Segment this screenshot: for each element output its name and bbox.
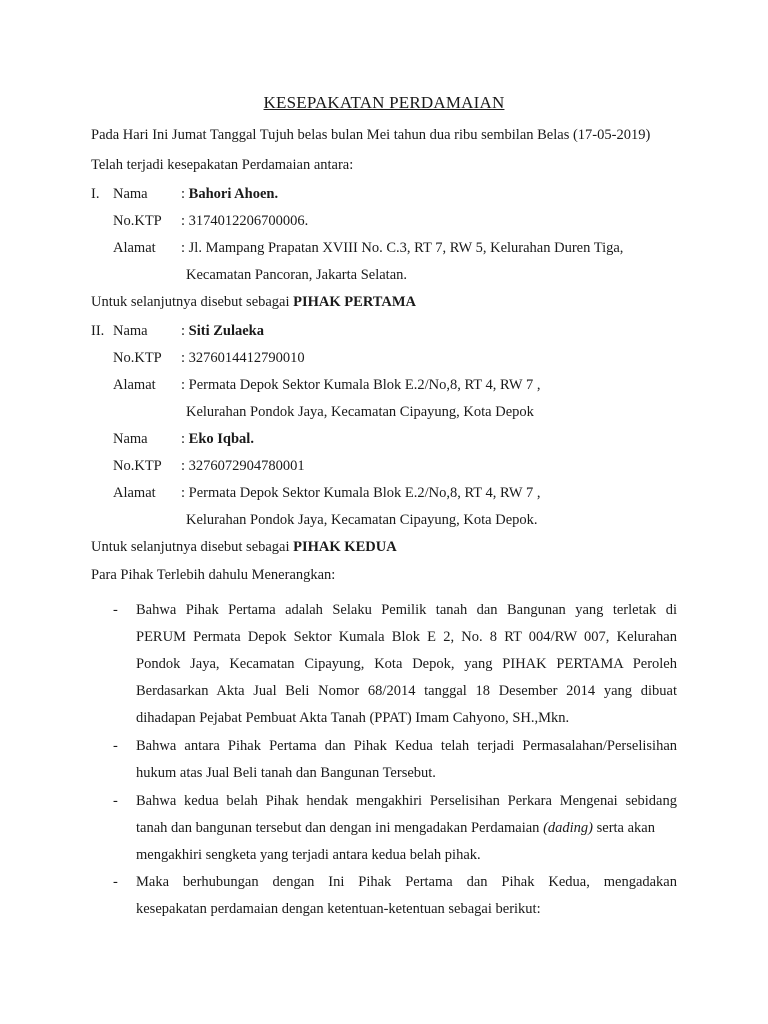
bullet-marker: -: [113, 793, 118, 809]
bullet-marker: -: [113, 874, 118, 890]
party2-p2-name-label: Nama: [113, 431, 148, 447]
party2-p1-name-label: Nama: [113, 323, 148, 339]
bullet4-line2: kesepakatan perdamaian dengan ketentuan-ketentuan sebagai berikut:: [136, 901, 541, 917]
bullet3-line3: mengakhiri sengketa yang terjadi antara kedua belah pihak.: [136, 847, 481, 863]
bullet2-line2: hukum atas Jual Beli tanah dan Bangunan Tersebut.: [136, 765, 436, 781]
bullet1-line5: dihadapan Pejabat Pembuat Akta Tanah (PPAT) Imam Cahyono, SH.,Mkn.: [136, 710, 570, 726]
party2-p1-ktp-label: No.KTP: [113, 350, 162, 366]
bullet1-line3: Pondok Jaya, Kecamatan Cipayung, Kota Depok, yang PIHAK PERTAMA Peroleh: [136, 656, 677, 672]
party2-p2-name: : Eko Iqbal.: [181, 431, 254, 447]
bullet3-line2: tanah dan bangunan tersebut dan dengan ini mengadakan Perdamaian (dading) serta akan: [136, 820, 655, 836]
party1-address-line2: Kecamatan Pancoran, Jakarta Selatan.: [186, 267, 408, 283]
bullet3-line1: Bahwa kedua belah Pihak hendak mengakhiri Perselisihan Perkara Mengenai sebidang: [136, 793, 677, 809]
party2-p1-address-line2: Kelurahan Pondok Jaya, Kecamatan Cipayung, Kota Depok: [186, 404, 534, 420]
party1-address-line1: : Jl. Mampang Prapatan XVIII No. C.3, RT 7, RW 5, Kelurahan Duren Tiga,: [181, 240, 624, 256]
party2-number: II.: [91, 323, 105, 339]
party1-name-label: Nama: [113, 186, 148, 202]
explain-heading: Para Pihak Terlebih dahulu Menerangkan:: [91, 567, 336, 583]
party2-p2-ktp-label: No.KTP: [113, 458, 162, 474]
bullet1-line1: Bahwa Pihak Pertama adalah Selaku Pemilik tanah dan Bangunan yang terletak di: [136, 602, 677, 618]
party2-p1-address-line1: : Permata Depok Sektor Kumala Blok E.2/No,8, RT 4, RW 7 ,: [181, 377, 541, 393]
party1-address-label: Alamat: [113, 240, 156, 256]
party1-name: : Bahori Ahoen.: [181, 186, 279, 202]
bullet-marker: -: [113, 602, 118, 618]
party2-p2-address-label: Alamat: [113, 485, 156, 501]
party2-p1-address-label: Alamat: [113, 377, 156, 393]
intro-statement: Telah terjadi kesepakatan Perdamaian antara:: [91, 157, 354, 173]
party1-ktp: : 3174012206700006.: [181, 213, 309, 229]
party1-ktp-label: No.KTP: [113, 213, 162, 229]
opening-statement: Pada Hari Ini Jumat Tanggal Tujuh belas bulan Mei tahun dua ribu sembilan Belas (17-05-2019): [91, 127, 651, 143]
bullet-marker: -: [113, 738, 118, 754]
party2-p1-name: : Siti Zulaeka: [181, 323, 264, 339]
party1-designation: Untuk selanjutnya disebut sebagai PIHAK PERTAMA: [91, 294, 417, 310]
party2-p2-ktp: : 3276072904780001: [181, 458, 305, 474]
party2-designation: Untuk selanjutnya disebut sebagai PIHAK KEDUA: [91, 539, 397, 555]
bullet1-line2: PERUM Permata Depok Sektor Kumala Blok E 2, No. 8 RT 004/RW 007, Kelurahan: [136, 629, 677, 645]
bullet2-line1: Bahwa antara Pihak Pertama dan Pihak Kedua telah terjadi Permasalahan/Perselisihan: [136, 738, 677, 754]
party2-p1-ktp: : 3276014412790010: [181, 350, 305, 366]
bullet1-line4: Berdasarkan Akta Jual Beli Nomor 68/2014 tanggal 18 Desember 2014 yang dibuat: [136, 683, 677, 699]
party2-p2-address-line2: Kelurahan Pondok Jaya, Kecamatan Cipayung, Kota Depok.: [186, 512, 538, 528]
party2-p2-address-line1: : Permata Depok Sektor Kumala Blok E.2/No,8, RT 4, RW 7 ,: [181, 485, 541, 501]
document-title: KESEPAKATAN PERDAMAIAN: [263, 93, 505, 112]
party1-number: I.: [91, 186, 100, 202]
bullet4-line1: Maka berhubungan dengan Ini Pihak Pertama dan Pihak Kedua, mengadakan: [136, 874, 677, 890]
